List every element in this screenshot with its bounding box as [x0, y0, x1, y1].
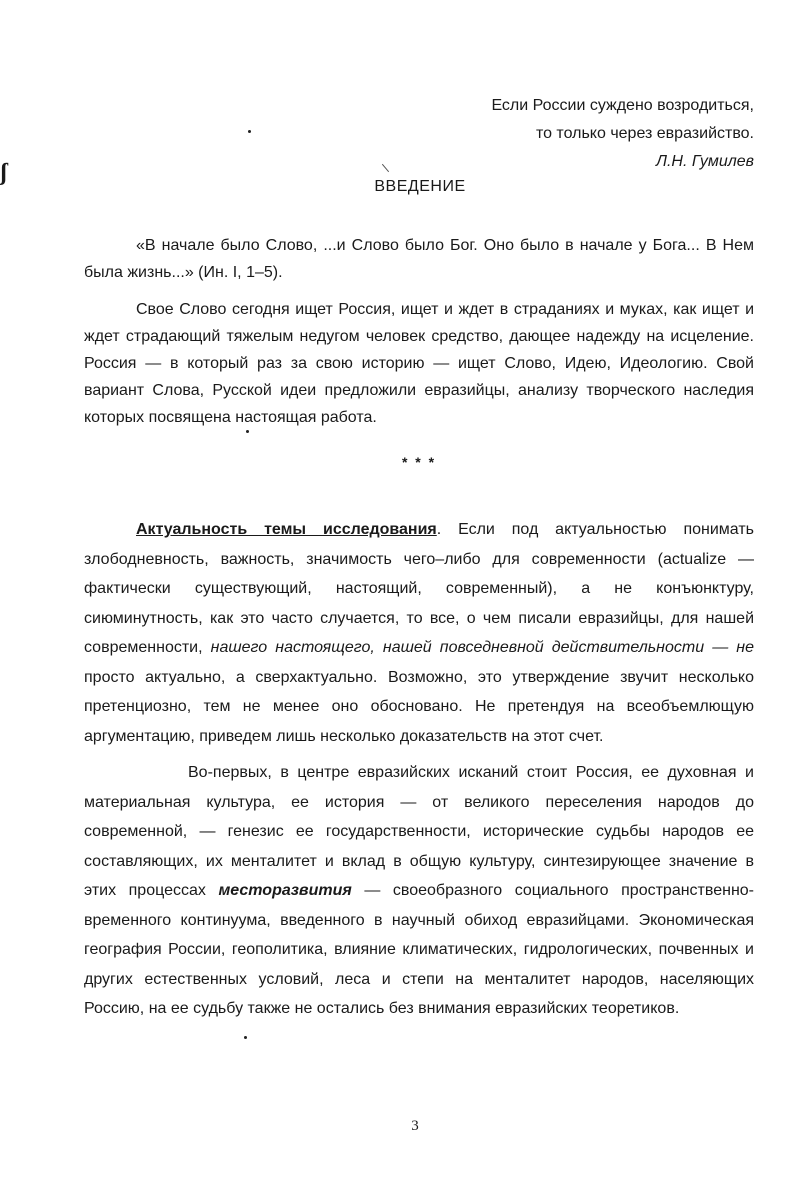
section-separator: * * * [401, 454, 437, 470]
intro-paragraph-quote: «В начале было Слово, ...и Слово было Бог. Оно было в начале у Бога... В Нем была жизнь...» (Ин. I, 1–5). [84, 237, 754, 281]
scan-scratch [382, 164, 389, 172]
epigraph-author: Л.Н. Гумилев [656, 153, 754, 170]
relevance-text-b: просто актуально, а сверхактуально. Возможно, это утверждение звучит несколько претенциозно, тем не менее оно обосновано. Не претендуя на всеобъемлющую аргументацию, приведем лишь несколько доказательств на этот счет. [84, 668, 754, 745]
scan-speck [244, 1036, 247, 1039]
relevance-italic: нашего настоящего, нашей повседневной действительности — не [210, 639, 755, 656]
page-number: 3 [411, 1118, 419, 1134]
epigraph-line-2: то только через евразийство. [535, 125, 754, 142]
section-heading: ВВЕДЕНИЕ [374, 178, 466, 195]
scan-speck [248, 130, 251, 133]
scan-speck [246, 430, 249, 433]
term-mestorazvitiya: месторазвития [218, 882, 352, 899]
intro-section [84, 232, 754, 431]
first-text-b: — своеобразного социального пространственно-временного континуума, введенного в научный обиход евразийцами. Экономическая география России, геополитика, влияние климатических, гидрологических, почвенных и других естественных условий, леса и степи на менталитет народов, населяющих Россию, на ее судьбу также не остались без внимания евразийских теоретиков. [84, 882, 754, 1017]
relevance-label: Актуальность темы исследования [136, 521, 437, 538]
epigraph [491, 92, 754, 176]
intro-paragraph-main: Свое Слово сегодня ищет Россия, ищет и ждет в страданиях и муках, как ищет и ждет страдающий тяжелым недугом человек средство, дающее надежду на исцеление. Россия — в который раз за свою историю — ищет Слово, Идею, Идеологию. Свой вариант Слова, Русской идеи предложили евразийцы, анализу творческого наследия которых посвящена настоящая работа. [84, 301, 754, 426]
relevance-paragraph [84, 515, 754, 751]
relevance-section [84, 515, 754, 1024]
epigraph-line-1: Если России суждено возродиться, [491, 97, 754, 114]
scan-edge-mark: ʃ [0, 160, 8, 186]
relevance-text-a: . Если под актуальностью понимать злободневность, важность, значимость чего–либо для современности (actualize — фактически существующий, настоящий, современный), а не конъюнктуру, сиюминутность, как это часто случается, то все, о чем писали евразийцы, для нашей современности, [84, 521, 754, 656]
first-argument-paragraph [84, 758, 754, 1024]
first-text-a: Во-первых, в центре евразийских исканий стоит Россия, ее духовная и материальная культура, ее история — от великого переселения народов до современной, — генезис ее государственности, исторические судьбы народов ее составляющих, их менталитет и вклад в общую культуру, синтезирующее значение в этих процессах [84, 764, 754, 899]
